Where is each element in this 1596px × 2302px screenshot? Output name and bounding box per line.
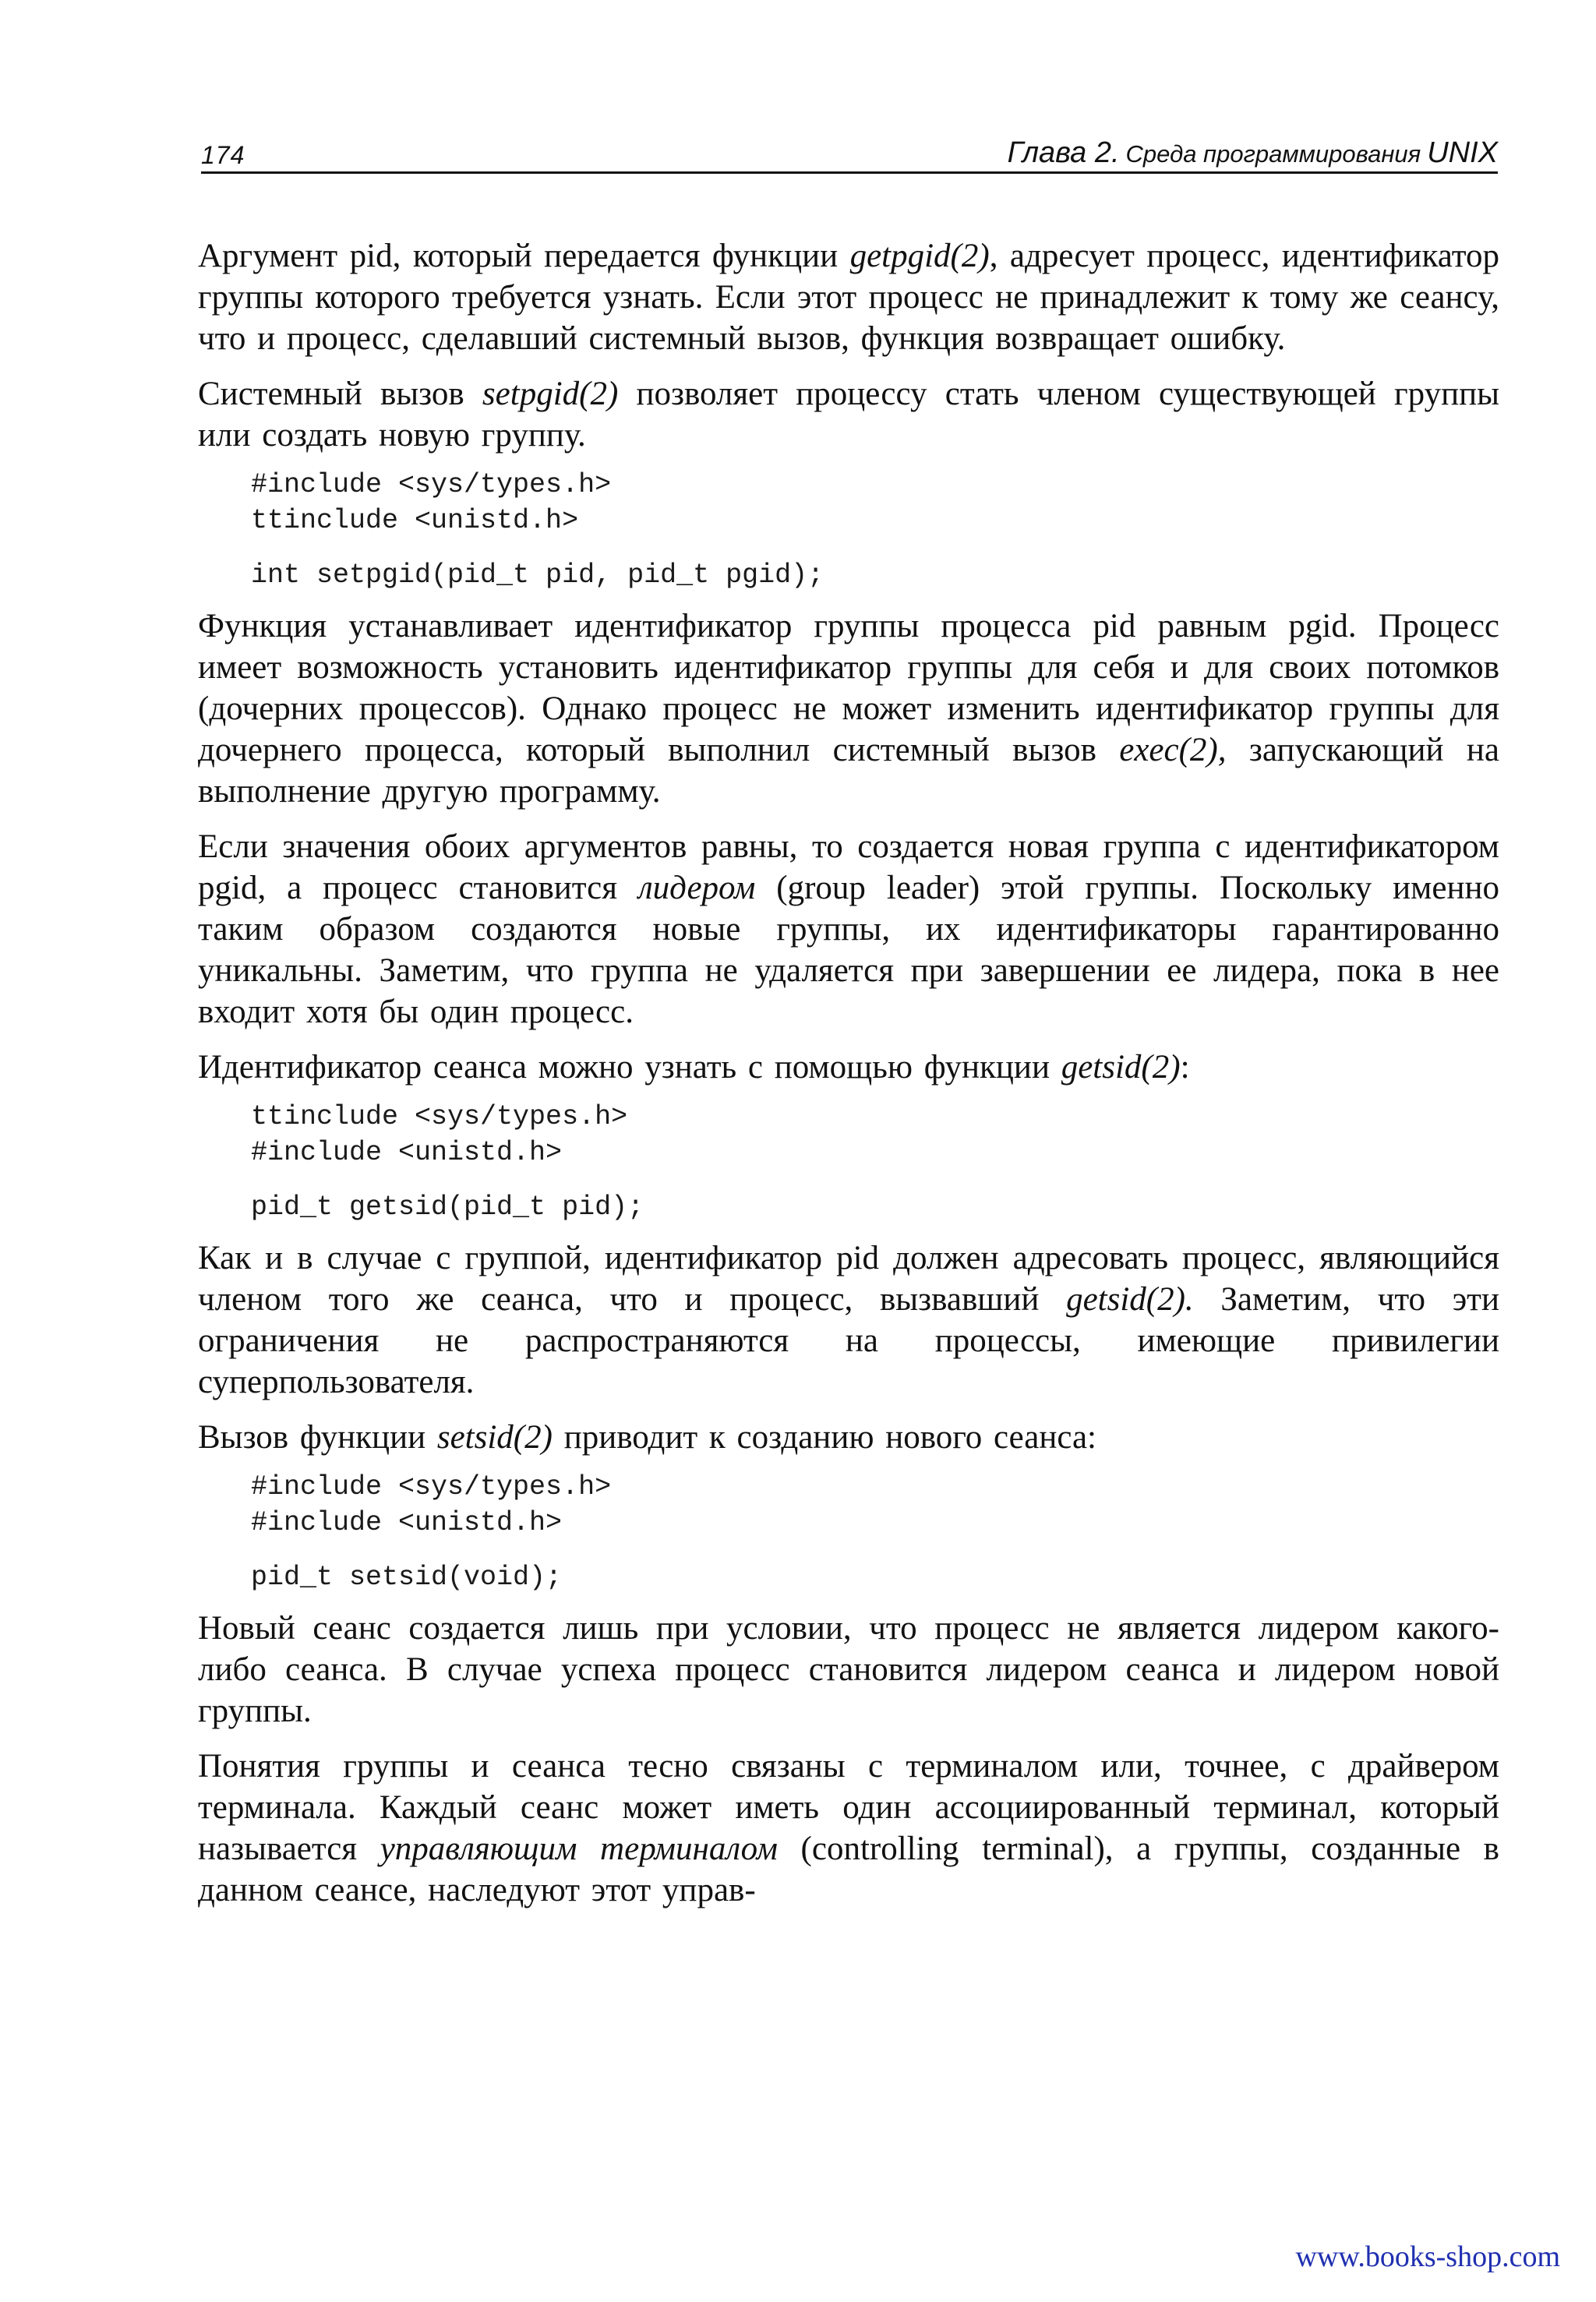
- function-reference: getpgid(2): [849, 238, 990, 274]
- function-reference: getsid(2): [1061, 1049, 1181, 1086]
- page-number: 174: [201, 141, 245, 169]
- paragraph-session-membership: [198, 1238, 1499, 1403]
- paragraph-text: приводит к созданию нового сеанса:: [552, 1419, 1097, 1456]
- page-body: [198, 235, 1499, 1925]
- paragraph-new-session: [198, 1608, 1499, 1732]
- running-title: [1008, 136, 1498, 170]
- footer-link[interactable]: www.books-shop.com: [1295, 2240, 1560, 2273]
- paragraph-getsid: [198, 1047, 1499, 1088]
- code-gap: [251, 538, 1499, 557]
- function-reference: setsid(2): [436, 1419, 553, 1456]
- code-line: #include <sys/types.h>: [251, 1471, 612, 1502]
- paragraph-group-leader: [198, 826, 1499, 1033]
- function-reference: setpgid(2): [482, 376, 619, 412]
- paragraph-text: Аргумент pid, который передается функции: [198, 238, 850, 274]
- paragraph-text: , адресует процесс, идентификатор группы которого требуется узнать. Если этот процесс не принадлежит к тому же сеансу, что и процесс, сделавший системный вызов, функция возвращает ошибку.: [198, 238, 1499, 357]
- paragraph-text: :: [1180, 1049, 1190, 1086]
- code-line: #include <sys/types.h>: [251, 469, 612, 500]
- code-gap: [251, 1170, 1499, 1189]
- paragraph-function-description: [198, 606, 1499, 812]
- code-line: pid_t setsid(void);: [251, 1562, 563, 1593]
- code-block-getsid: [251, 1099, 1499, 1225]
- paragraph-text: Системный вызов: [198, 376, 482, 412]
- paragraph-text: Понятия группы и сеанса тесно связаны с терминалом или, точнее, с драйвером терминала. Каждый сеанс может иметь один ассоциированный терминал, который называется: [198, 1748, 1499, 1867]
- code-block-setsid: [251, 1469, 1499, 1595]
- code-line: ttinclude <sys/types.h>: [251, 1101, 628, 1132]
- paragraph-text: позволяет процессу стать членом существующей группы или создать новую группу.: [198, 376, 1499, 454]
- paragraph-text: Если значения обоих аргументов равны, то создается новая группа с идентификатором pgid, а процесс становится: [198, 828, 1499, 906]
- paragraph-setpgid: [198, 373, 1499, 456]
- running-title-system: UNIX: [1427, 136, 1498, 169]
- paragraph-text: Новый сеанс создается лишь при условии, что процесс не является лидером какого-либо сеанса. В случае успеха процесс становится лидером сеанса и лидером новой группы.: [198, 1610, 1499, 1729]
- paragraph-controlling-terminal: [198, 1746, 1499, 1911]
- paragraph-text: Вызов функции: [198, 1419, 437, 1456]
- code-line: int setpgid(pid_t pid, pid_t pgid);: [251, 560, 824, 591]
- paragraph-text: Идентификатор сеанса можно узнать с помощью функции: [198, 1049, 1061, 1086]
- page-header: [201, 131, 1498, 174]
- code-line: #include <unistd.h>: [251, 1137, 563, 1168]
- function-reference: getsid(2).: [1066, 1281, 1194, 1318]
- paragraph-setsid: [198, 1417, 1499, 1458]
- term-emphasis: лидером: [637, 870, 756, 906]
- code-line: ttinclude <unistd.h>: [251, 505, 579, 536]
- running-title-section: Среда программирования: [1125, 140, 1421, 168]
- code-line: #include <unistd.h>: [251, 1507, 563, 1538]
- paragraph-text: (controlling terminal), а группы, созданные в данном сеансе, наследуют этот управ-: [198, 1831, 1499, 1908]
- code-block-setpgid: [251, 467, 1499, 593]
- term-emphasis: управляющим терминалом: [380, 1831, 778, 1867]
- running-title-chapter: Глава 2.: [1007, 136, 1120, 169]
- paragraph-text: Функция устанавливает идентификатор группы процесса pid равным pgid. Процесс имеет возможность установить идентификатор группы для себя и для своих потомков (дочерних процессов). Однако процесс не может изменить идентификатор группы для дочернего процесса, который выполнил системный вызов: [198, 608, 1499, 768]
- paragraph-text: Как и в случае с группой, идентификатор pid должен адресовать процесс, являющийся членом того же сеанса, что и процесс, вызвавший: [198, 1240, 1499, 1318]
- code-gap: [251, 1541, 1499, 1559]
- function-reference: exec(2),: [1119, 732, 1227, 768]
- paragraph-text: (group leader) этой группы. Поскольку именно таким образом создаются новые группы, их идентификаторы гарантированно уникальны. Заметим, что группа не удаляется при завершении ее лидера, пока в нее входит хотя бы один процесс.: [198, 870, 1499, 1030]
- code-line: pid_t getsid(pid_t pid);: [251, 1192, 644, 1223]
- paragraph-text: запускающий на выполнение другую программу.: [198, 732, 1499, 810]
- paragraph-getpgid: [198, 235, 1499, 359]
- paragraph-text: Заметим, что эти ограничения не распространяются на процессы, имеющие привилегии суперпользователя.: [198, 1281, 1499, 1400]
